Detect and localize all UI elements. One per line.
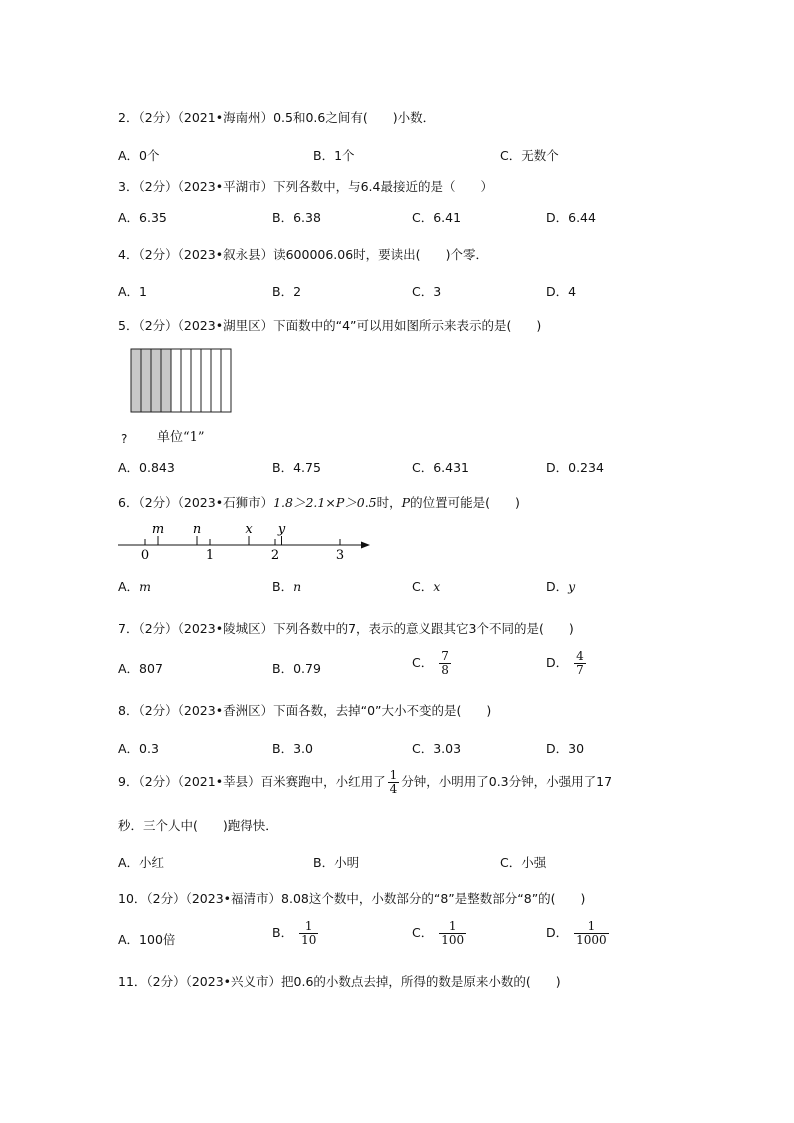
fraction: $\frac{1}{100}$ bbox=[441, 919, 465, 947]
question-7-text: 7．（2分）（2023•陵城区）下列各数中的7，表示的意义跟其它3个不同的是( ) bbox=[118, 621, 574, 636]
tick-label-2: 2 bbox=[270, 548, 280, 563]
point-label-m: m bbox=[151, 522, 165, 537]
shaded-cell bbox=[161, 349, 171, 412]
option-d: D．6.44 bbox=[546, 210, 596, 225]
option-a: A．0个 bbox=[118, 148, 160, 163]
question-11-text: 11．（2分）（2023•兴义市）把0.6的小数点去掉，所得的数是原来小数的( ) bbox=[118, 974, 561, 989]
empty-cell bbox=[221, 349, 231, 412]
shaded-cell bbox=[141, 349, 151, 412]
question-6-var: P bbox=[401, 495, 411, 510]
option-d: D． $\frac{1}{1000}$ bbox=[546, 919, 607, 947]
question-8-text: 8．（2分）（2023•香洲区）下面各数，去掉“0”大小不变的是( ) bbox=[118, 703, 492, 718]
option-a: A．小红 bbox=[118, 855, 165, 870]
option-b: B．小明 bbox=[313, 855, 360, 870]
question-4-text: 4．（2分）（2023•叙永县）读600006.06时，要读出( )个零． bbox=[118, 247, 488, 262]
option-a: A．100倍 bbox=[118, 932, 176, 947]
point-label-n: n bbox=[192, 522, 202, 537]
unit-label: 单位“1” bbox=[157, 430, 205, 445]
option-d: D．30 bbox=[546, 741, 585, 756]
question-6-prefix: 6．（2分）（2023•石狮市） bbox=[118, 495, 274, 510]
option-d: D． $\frac{4}{7}$ bbox=[546, 649, 584, 677]
point-label-y: y bbox=[277, 522, 286, 537]
fraction: $\frac{1}{10}$ bbox=[301, 919, 317, 947]
option-b-var: n bbox=[293, 579, 302, 594]
option-c: C． $\frac{7}{8}$ bbox=[412, 649, 449, 677]
option-c-var: x bbox=[433, 579, 441, 594]
question-10-text: 10．（2分）（2023•福清市）8.08这个数中，小数部分的“8”是整数部分“8”的( ) bbox=[118, 891, 586, 906]
question-3-text: 3．（2分）（2023•平湖市）下列各数中，与6.4最接近的是（ ） bbox=[118, 179, 493, 194]
empty-cell bbox=[201, 349, 211, 412]
question-6-suffix: 的位置可能是( ) bbox=[410, 495, 520, 510]
option-b: B．3.0 bbox=[272, 741, 313, 756]
empty-cell bbox=[171, 349, 181, 412]
tick-label-3: 3 bbox=[335, 548, 345, 563]
option-a-var: m bbox=[139, 579, 151, 594]
empty-cell bbox=[181, 349, 191, 412]
question-6-middle: 时， bbox=[376, 495, 402, 510]
question-9-line-2: 秒．三个人中( )跑得快． bbox=[118, 818, 278, 833]
empty-cell bbox=[191, 349, 201, 412]
option-b: B．0.79 bbox=[272, 661, 321, 676]
question-6-text bbox=[118, 493, 520, 511]
option-c: C．6.41 bbox=[412, 210, 462, 225]
option-a: A．0.843 bbox=[118, 460, 175, 475]
fraction: $\frac{7}{8}$ bbox=[441, 649, 449, 677]
question-6-formula: 1.8＞2.1×P＞0.5 bbox=[273, 495, 377, 510]
option-c: C．小强 bbox=[500, 855, 547, 870]
fraction: $\frac{1}{4}$ bbox=[389, 768, 398, 796]
option-a: A．807 bbox=[118, 661, 163, 676]
option-d-var: y bbox=[568, 579, 576, 594]
option-b: B．2 bbox=[272, 284, 302, 299]
option-c: C． $\frac{1}{100}$ bbox=[412, 919, 465, 947]
option-c: C．3 bbox=[412, 284, 442, 299]
option-a: A．6.35 bbox=[118, 210, 167, 225]
number-line bbox=[116, 518, 378, 564]
question-mark: ? bbox=[121, 432, 128, 446]
question-2-text: 2．（2分）（2021•海南州）0.5和0.6之间有( )小数． bbox=[118, 110, 436, 125]
option-c: C．无数个 bbox=[500, 148, 559, 163]
option-c: C．6.431 bbox=[412, 460, 470, 475]
option-b: B．1个 bbox=[313, 148, 355, 163]
option-a: A．0.3 bbox=[118, 741, 159, 756]
tick-label-0: 0 bbox=[140, 548, 150, 563]
option-b: B．4.75 bbox=[272, 460, 321, 475]
shaded-cell bbox=[151, 349, 161, 412]
option-b: B． $\frac{1}{10}$ bbox=[272, 919, 317, 947]
shaded-cell bbox=[131, 349, 141, 412]
point-label-x: x bbox=[245, 522, 253, 537]
option-d: D．4 bbox=[546, 284, 577, 299]
question-9-text: 9．（2分）（2021•莘县）百米赛跑中，小红用了 $\frac{1}{4}$ 分钟，小明用了0.3分钟，小强用了17 bbox=[118, 768, 613, 796]
empty-cell bbox=[211, 349, 221, 412]
unit-strip-figure bbox=[130, 348, 234, 414]
option-b: B．6.38 bbox=[272, 210, 321, 225]
option-c: C．3.03 bbox=[412, 741, 462, 756]
fraction: $\frac{4}{7}$ bbox=[576, 649, 584, 677]
fraction: $\frac{1}{1000}$ bbox=[576, 919, 607, 947]
option-d: D．0.234 bbox=[546, 460, 604, 475]
option-a: A．1 bbox=[118, 284, 148, 299]
tick-label-1: 1 bbox=[205, 548, 215, 563]
question-5-text: 5．（2分）（2023•湖里区）下面数中的“4”可以用如图所示来表示的是( ) bbox=[118, 318, 542, 333]
